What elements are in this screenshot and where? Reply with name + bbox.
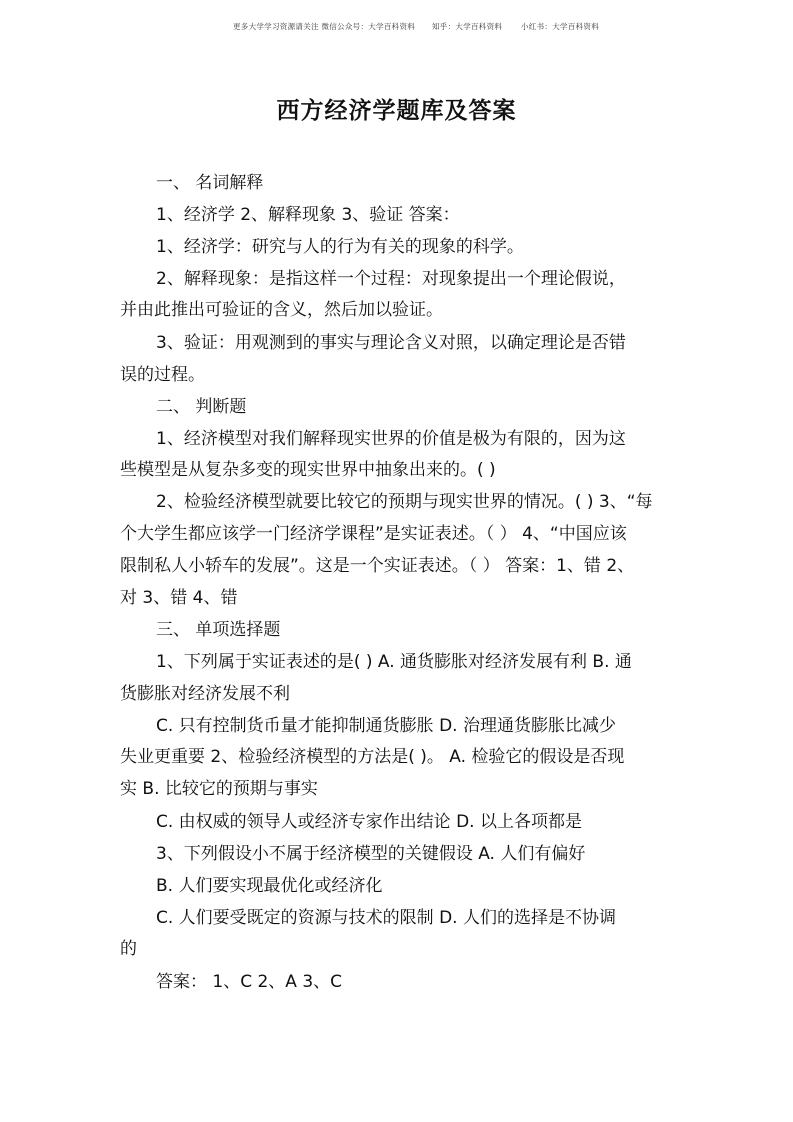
text-line: 限制私人小轿车的发展”。这是一个实证表述。（ ） 答案：1、错 2、	[120, 556, 635, 576]
section-heading-3: 三、 单项选择题	[156, 620, 281, 640]
document-title: 西方经济学题库及答案	[276, 98, 517, 124]
section-heading-2: 二、 判断题	[156, 397, 247, 417]
header-xiaohongshu-note: 小红书：大学百科资料	[521, 22, 599, 31]
text-line: 的	[120, 939, 137, 959]
section-heading-1: 一、 名词解释	[156, 173, 264, 193]
text-line: 2、检验经济模型就要比较它的预期与现实世界的情况。( ) 3、“每	[156, 492, 653, 512]
text-line: 2、解释现象：是指这样一个过程：对现象提出一个理论假说，	[156, 269, 626, 289]
text-line: 实 B. 比较它的预期与事实	[120, 779, 318, 799]
text-line: 3、下列假设小不属于经济模型的关键假设 A. 人们有偏好	[156, 844, 586, 864]
answer-line: 答案： 1、C 2、A 3、C	[156, 972, 343, 992]
text-line: 些模型是从复杂多变的现实世界中抽象出来的。( )	[120, 460, 496, 480]
text-line: 并由此推出可验证的含义，然后加以验证。	[120, 300, 443, 320]
text-line: 个大学生都应该学一门经济学课程”是实证表述。（ ） 4、“中国应该	[120, 524, 627, 544]
page-header	[0, 21, 793, 35]
text-line: 1、下列属于实证表述的是( ) A. 通货膨胀对经济发展有利 B. 通	[156, 652, 632, 672]
header-zhihu-note: 知乎：大学百科资料	[432, 22, 503, 31]
text-line: 误的过程。	[120, 365, 205, 385]
text-line: 对 3、错 4、错	[120, 588, 238, 608]
text-line: 1、经济学 2、解释现象 3、验证 答案：	[156, 205, 460, 225]
text-line: B. 人们要实现最优化或经济化	[156, 876, 383, 896]
text-line: 货膨胀对经济发展不利	[120, 684, 290, 704]
text-line: C. 只有控制货币量才能抑制通货膨胀 D. 治理通货膨胀比减少	[156, 716, 616, 736]
text-line: C. 人们要受既定的资源与技术的限制 D. 人们的选择是不协调	[156, 908, 616, 928]
text-line: 3、验证：用观测到的事实与理论含义对照，以确定理论是否错	[156, 333, 626, 353]
text-line: C. 由权威的领导人或经济专家作出结论 D. 以上各项都是	[156, 812, 582, 832]
text-line: 1、经济学：研究与人的行为有关的现象的科学。	[156, 237, 524, 257]
text-line: 1、经济模型对我们解释现实世界的价值是极为有限的，因为这	[156, 429, 626, 449]
text-line: 失业更重要 2、检验经济模型的方法是( )。 A. 检验它的假设是否现	[120, 747, 625, 767]
header-wechat-note: 更多大学学习资源请关注 微信公众号：大学百科资料	[233, 22, 416, 31]
